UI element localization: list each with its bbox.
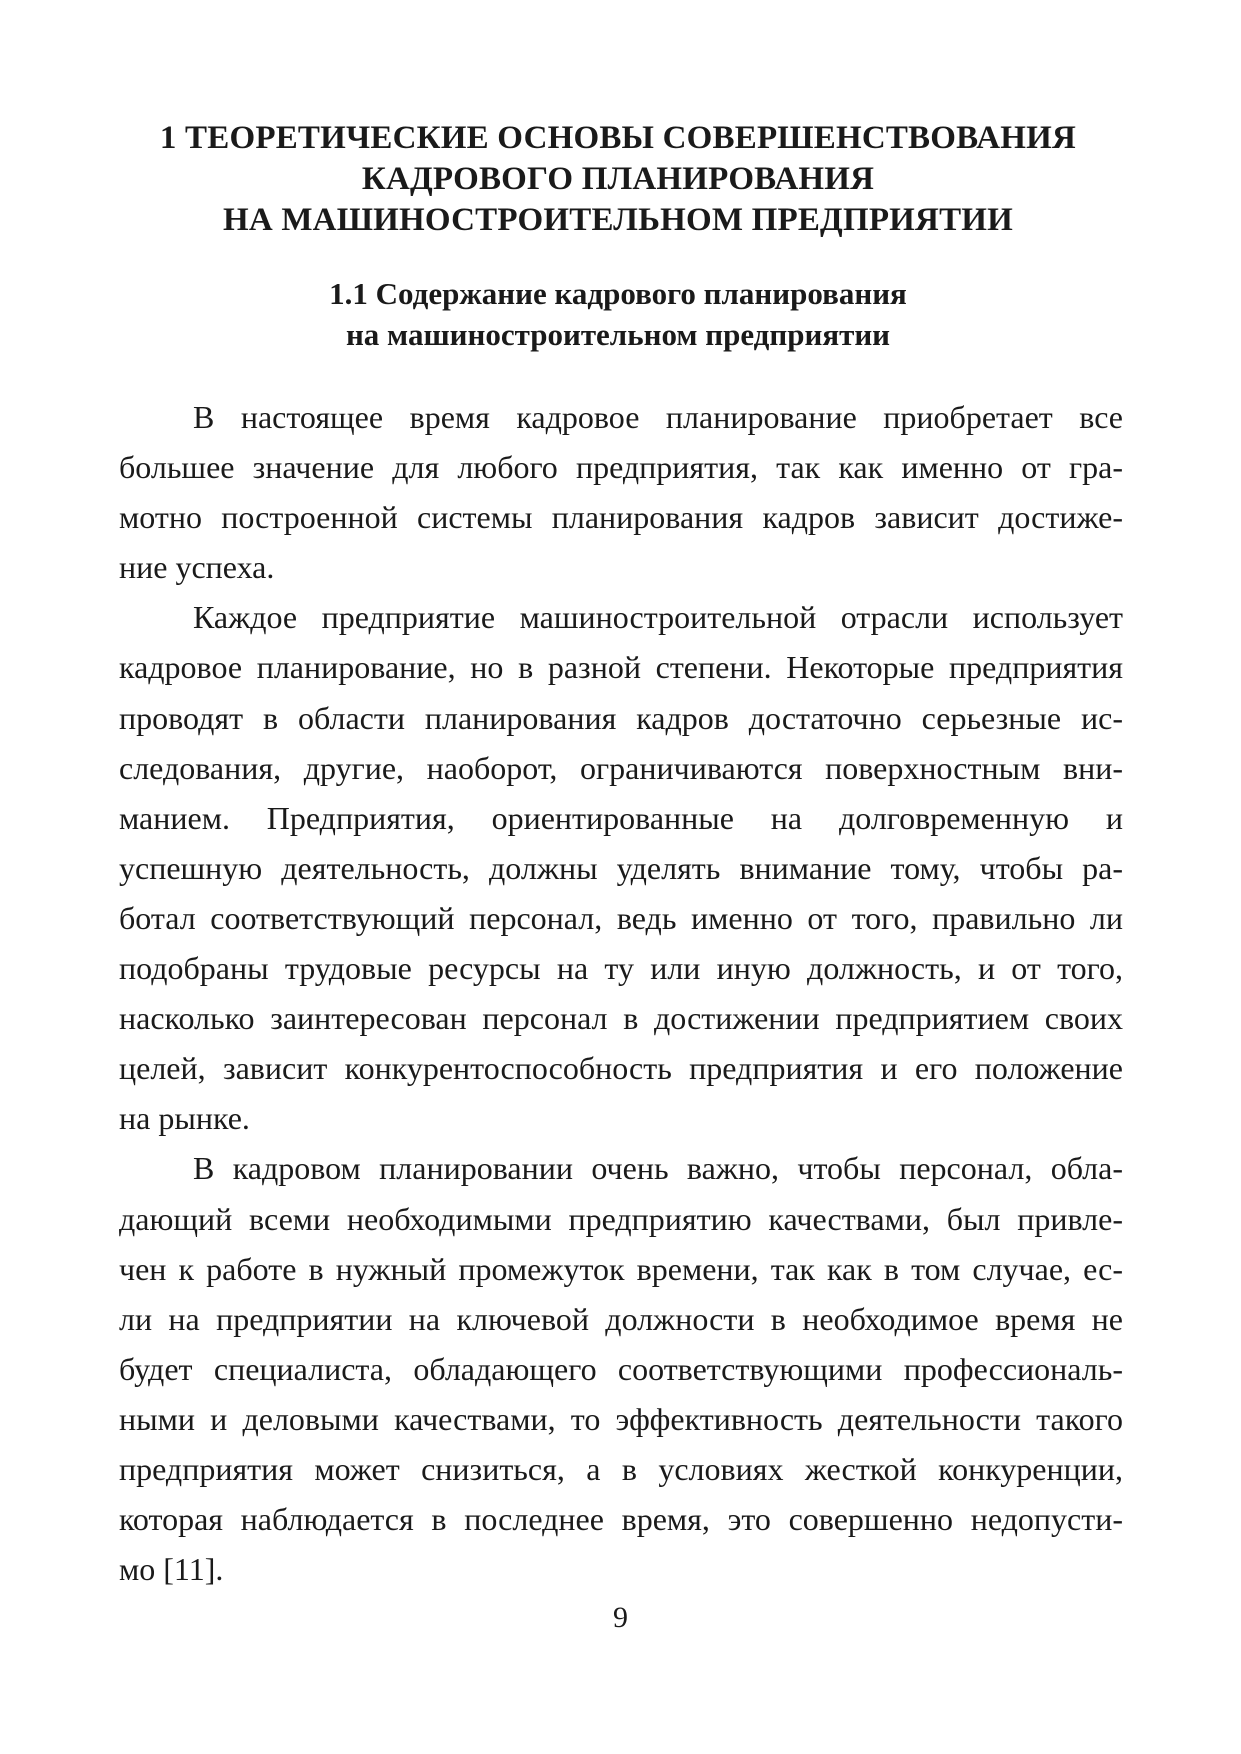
text-line: В настоящее время кадровое планирование приобретает все <box>193 399 1123 435</box>
text-line: насколько заинтересован персонал в достижении предприятием своих <box>119 1000 1123 1037</box>
text-line: будет специалиста, обладающего соответствующими профессиональ- <box>119 1350 1123 1387</box>
text-line: большее значение для любого предприятия, так как именно от гра- <box>119 449 1123 486</box>
paragraph-1 <box>119 392 1123 592</box>
text-line: следования, другие, наоборот, ограничиваются поверхностным вни- <box>119 749 1123 786</box>
text-line: которая наблюдается в последнее время, это совершенно недопусти- <box>119 1501 1123 1538</box>
text-line: В кадровом планировании очень важно, чтобы персонал, обла- <box>193 1150 1123 1187</box>
section-title-line: на машиностроительном предприятии <box>345 317 891 352</box>
page-number: 9 <box>613 1601 628 1634</box>
text-line: подобраны трудовые ресурсы на ту или иную должность, и от того, <box>119 950 1123 987</box>
text-line: ными и деловыми качествами, то эффективность деятельности такого <box>119 1400 1123 1437</box>
text-line: манием. Предприятия, ориентированные на долговременную и <box>119 799 1123 836</box>
text-line: ботал соответствующий персонал, ведь именно от того, правильно ли <box>119 899 1123 936</box>
paragraph-2 <box>119 592 1123 1143</box>
text-line: на рынке. <box>119 1100 250 1137</box>
text-line: ние успеха. <box>119 549 275 586</box>
text-line: целей, зависит конкурентоспособность предприятия и его положение <box>119 1050 1123 1087</box>
text-line: успешную деятельность, должны уделять внимание тому, чтобы ра- <box>119 849 1123 886</box>
text-line: дающий всеми необходимыми предприятию качествами, был привле- <box>119 1200 1123 1237</box>
text-line: предприятия может снизиться, а в условиях жесткой конкуренции, <box>119 1450 1123 1487</box>
text-line: кадровое планирование, но в разной степени. Некоторые предприятия <box>119 649 1123 686</box>
text-line: мотно построенной системы планирования кадров зависит достиже- <box>119 499 1123 536</box>
text-line: проводят в области планирования кадров достаточно серьезные ис- <box>119 699 1123 736</box>
section-title <box>118 273 1118 355</box>
section-title-line: 1.1 Содержание кадрового планирования <box>329 276 907 311</box>
chapter-title-line: 1 ТЕОРЕТИЧЕСКИЕ ОСНОВЫ СОВЕРШЕНСТВОВАНИЯ <box>159 120 1077 156</box>
text-line: Каждое предприятие машиностроительной отрасли использует <box>193 599 1123 636</box>
body-text <box>119 392 1123 1594</box>
text-line: ли на предприятии на ключевой должности в необходимое время не <box>119 1300 1123 1337</box>
text-line: мо [11]. <box>119 1551 224 1588</box>
chapter-title <box>118 118 1118 241</box>
chapter-title-line: КАДРОВОГО ПЛАНИРОВАНИЯ <box>361 161 875 197</box>
chapter-title-line: НА МАШИНОСТРОИТЕЛЬНОМ ПРЕДПРИЯТИИ <box>222 202 1014 238</box>
paragraph-3 <box>119 1143 1123 1594</box>
text-line: чен к работе в нужный промежуток времени, так как в том случае, ес- <box>119 1250 1123 1287</box>
